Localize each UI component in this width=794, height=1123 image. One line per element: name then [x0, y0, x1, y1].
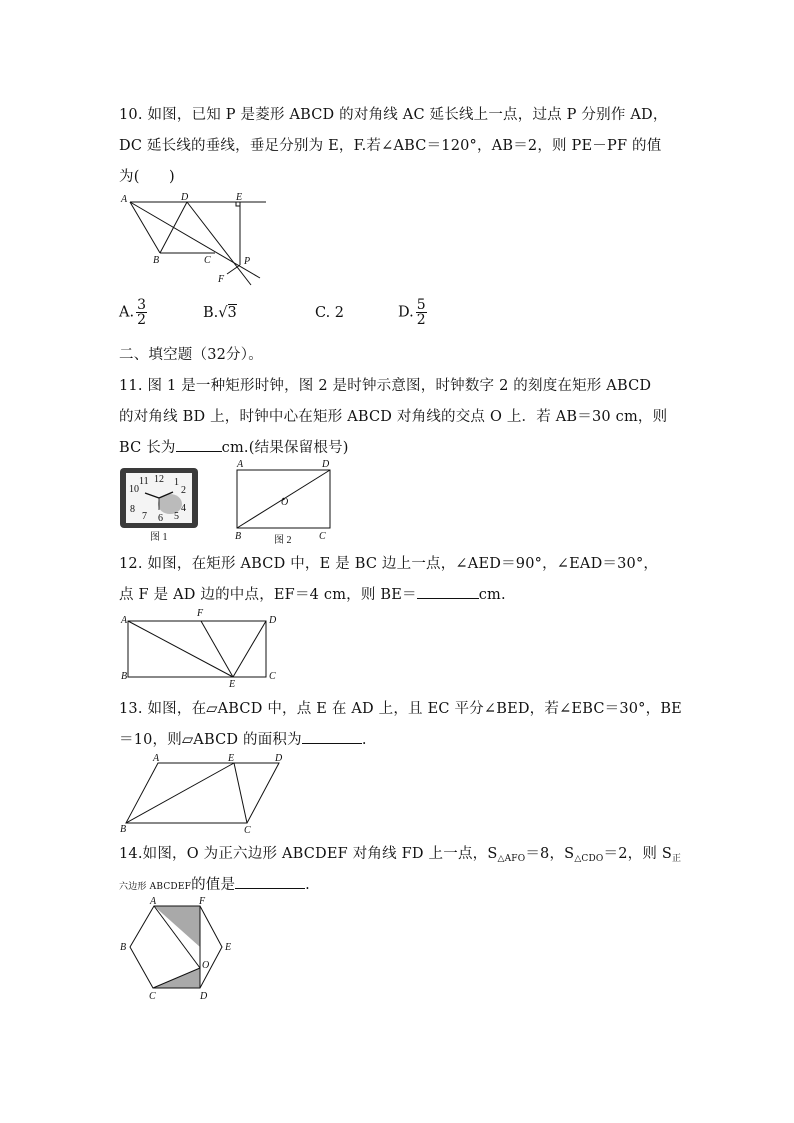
- q12-answer-blank[interactable]: [417, 586, 479, 599]
- q10-option-b-radicand: 3: [227, 305, 237, 321]
- clock-num-10: 10: [129, 484, 139, 495]
- q10-line-2: DC 延长线的垂线，垂足分别为 E，F.若∠ABC＝120°，AB＝2，则 PE－PF 的值: [119, 138, 662, 154]
- q14-label-f: F: [199, 896, 206, 907]
- q14-label-d: D: [200, 991, 208, 1002]
- q10-option-b: B.√3: [203, 305, 237, 321]
- q11-label-b: B: [235, 531, 242, 542]
- q14-line-2: 六边形 ABCDEF的值是 .: [119, 877, 310, 893]
- q13-label-e: E: [228, 753, 235, 764]
- q11-label-o: O: [281, 497, 289, 508]
- q14-label-b: B: [120, 942, 127, 953]
- q12-figure: [115, 607, 285, 689]
- q12-label-a: A: [121, 615, 128, 626]
- q14-line-1: 14.如图，O 为正六边形 ABCDEF 对角线 FD 上一点，$S_{\triangle AFO}=8$，$S_{\triangle CDO}=2$，则 $S_正$: [119, 846, 682, 864]
- q10-option-c: C. 2: [315, 305, 345, 321]
- clock-num-11: 11: [139, 476, 149, 487]
- clock-num-7: 7: [142, 511, 147, 522]
- clock-figure: [118, 466, 202, 544]
- q12-line-1: 12. 如图，在矩形 ABCD 中，E 是 BC 边上一点，∠AED＝90°，∠EAD＝30°，: [119, 556, 659, 572]
- q11-line-1: 11. 图 1 是一种矩形时钟，图 2 是时钟示意图，时钟数字 2 的刻度在矩形 ABCD: [119, 378, 652, 394]
- hexagon-figure: [115, 893, 240, 1003]
- q10-option-a-num: 3: [137, 297, 147, 313]
- clock-num-2: 2: [181, 485, 186, 496]
- q13-label-d: D: [275, 753, 283, 764]
- q10-label-p: P: [244, 256, 251, 267]
- q12-label-e: E: [229, 679, 236, 689]
- q14-label-o: O: [202, 960, 210, 971]
- q14-label-c: C: [149, 991, 156, 1002]
- q11-line-3: BC 长为 cm.(结果保留根号): [119, 440, 349, 456]
- q10-line-3: 为( ): [119, 169, 175, 185]
- q12-label-d: D: [269, 615, 277, 626]
- q12-label-f: F: [197, 608, 204, 619]
- q14-label-e: E: [225, 942, 232, 953]
- fig1-caption: 图 1: [150, 532, 168, 543]
- q10-label-a: A: [121, 194, 128, 205]
- clock-num-6: 6: [158, 513, 163, 524]
- q10-option-d-den: 2: [416, 312, 426, 328]
- q10-option-d: D. $\frac{5}{2}$: [398, 297, 426, 328]
- sqrt-sign-icon: √: [218, 305, 228, 321]
- q10-line-1: 10. 如图，已知 P 是菱形 ABCD 的对角线 AC 延长线上一点，过点 P 分别作 AD，: [119, 107, 668, 123]
- clock-num-12: 12: [154, 474, 164, 485]
- q14-answer-blank[interactable]: [235, 876, 305, 889]
- q10-label-d: D: [181, 192, 189, 203]
- q10-label-c: C: [204, 255, 211, 266]
- q10-option-a: A. $\frac{3}{2}$: [119, 297, 147, 328]
- q12-label-b: B: [121, 671, 128, 682]
- clock-num-5: 5: [174, 511, 179, 522]
- q10-figure: [115, 190, 275, 290]
- fig2-caption: 图 2: [274, 535, 292, 545]
- q12-line-2: 点 F 是 AD 边的中点，EF＝4 cm，则 BE＝ cm.: [119, 587, 506, 603]
- section-2-heading: 二、填空题（32分）。: [119, 347, 263, 363]
- q10-option-a-den: 2: [137, 312, 147, 328]
- clock-num-4: 4: [181, 503, 186, 514]
- q10-option-d-num: 5: [416, 297, 426, 313]
- q13-label-c: C: [244, 825, 251, 836]
- q10-label-e: E: [236, 192, 243, 203]
- q11-answer-blank[interactable]: [176, 439, 222, 452]
- q11-label-d: D: [322, 459, 330, 470]
- q11-label-c: C: [319, 531, 326, 542]
- q13-label-a: A: [153, 753, 160, 764]
- q13-line-1: 13. 如图，在▱ABCD 中，点 E 在 AD 上，且 EC 平分∠BED，若∠EBC＝30°，BE: [119, 701, 682, 717]
- q11-rectangle-figure: [228, 457, 338, 545]
- q11-line-2: 的对角线 BD 上，时钟中心在矩形 ABCD 对角线的交点 O 上．若 AB＝30 cm，则: [119, 409, 668, 425]
- q13-figure: [116, 752, 291, 836]
- q13-line-2: ＝10，则▱ABCD 的面积为 .: [119, 732, 367, 748]
- q13-answer-blank[interactable]: [302, 731, 362, 744]
- q10-label-b: B: [153, 255, 160, 266]
- q12-label-c: C: [269, 671, 276, 682]
- clock-num-8: 8: [130, 504, 135, 515]
- q13-label-b: B: [120, 824, 127, 835]
- q14-label-a: A: [150, 896, 157, 907]
- q11-label-a: A: [237, 459, 244, 470]
- q10-label-f: F: [218, 274, 225, 285]
- clock-num-1: 1: [174, 477, 179, 488]
